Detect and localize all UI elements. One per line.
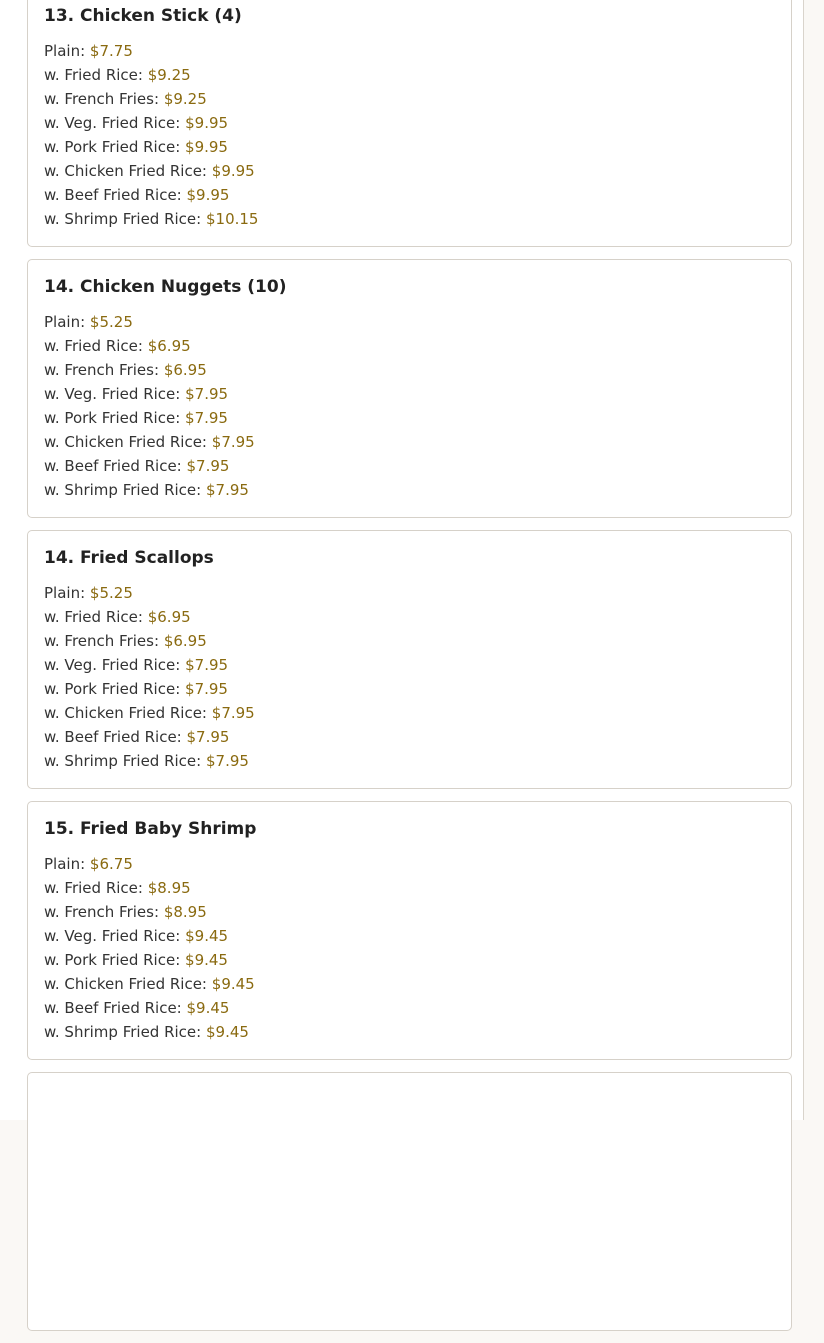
price-option-label: w. Chicken Fried Rice:: [44, 433, 207, 451]
price-option: [44, 605, 775, 629]
price-value: $9.45: [205, 1023, 249, 1041]
price-option-label: w. Fried Rice:: [44, 337, 143, 355]
price-option: [44, 63, 775, 87]
menu-item-title: 14. Chicken Nuggets (10): [44, 277, 287, 297]
price-option-label: w. Beef Fried Rice:: [44, 728, 182, 746]
menu-item-card: [27, 801, 792, 1060]
price-value: $7.75: [89, 42, 133, 60]
price-option-label: w. Veg. Fried Rice:: [44, 114, 181, 132]
price-option-label: w. Chicken Fried Rice:: [44, 975, 207, 993]
price-option: [44, 629, 775, 653]
price-value: $9.45: [185, 951, 228, 969]
price-option: [44, 948, 775, 972]
price-value: $6.95: [163, 632, 207, 650]
menu-item-card: [27, 530, 792, 789]
price-option: [44, 135, 775, 159]
price-value: $8.95: [147, 879, 191, 897]
price-option-label: w. Pork Fried Rice:: [44, 138, 181, 156]
price-value: $6.75: [89, 855, 133, 873]
price-option: [44, 996, 775, 1020]
price-option-label: w. Chicken Fried Rice:: [44, 704, 207, 722]
price-option: [44, 1020, 775, 1044]
price-value: $9.95: [186, 186, 230, 204]
price-option-label: w. Shrimp Fried Rice:: [44, 1023, 202, 1041]
price-option-label: Plain:: [44, 313, 86, 331]
price-option-label: w. Fried Rice:: [44, 608, 143, 626]
price-value: $5.25: [89, 313, 133, 331]
menu-item-card: [27, 259, 792, 518]
menu-item-title: 14. Fried Scallops: [44, 548, 214, 568]
price-option-label: w. Chicken Fried Rice:: [44, 162, 207, 180]
price-value: $6.95: [147, 337, 191, 355]
price-option: [44, 207, 775, 231]
price-option: [44, 677, 775, 701]
price-option-label: w. Beef Fried Rice:: [44, 186, 182, 204]
price-option: [44, 749, 775, 773]
price-option: [44, 159, 775, 183]
price-option-label: w. French Fries:: [44, 361, 160, 379]
price-option-label: Plain:: [44, 855, 86, 873]
price-value: $10.15: [205, 210, 259, 228]
price-value: $7.95: [185, 385, 229, 403]
price-option: [44, 701, 775, 725]
price-value: $9.95: [185, 114, 229, 132]
price-value: $7.95: [211, 433, 255, 451]
price-option: [44, 334, 775, 358]
price-option-label: w. Shrimp Fried Rice:: [44, 752, 202, 770]
price-option: [44, 39, 775, 63]
price-option: [44, 111, 775, 135]
price-option-label: w. Shrimp Fried Rice:: [44, 481, 202, 499]
price-value: $7.95: [185, 680, 228, 698]
menu-item-title: 15. Fried Baby Shrimp: [44, 819, 257, 839]
price-value: $5.25: [89, 584, 133, 602]
price-value: $9.25: [147, 66, 191, 84]
price-option-label: w. Pork Fried Rice:: [44, 680, 181, 698]
price-option: [44, 581, 775, 605]
price-option: [44, 382, 775, 406]
price-option-label: w. Beef Fried Rice:: [44, 999, 182, 1017]
menu-item-list: [27, 0, 792, 1343]
price-option: [44, 478, 775, 502]
menu-item-title: 13. Chicken Stick (4): [44, 6, 242, 26]
price-value: $7.95: [211, 704, 255, 722]
price-option-label: w. Veg. Fried Rice:: [44, 656, 181, 674]
price-value: $9.45: [211, 975, 255, 993]
price-option: [44, 310, 775, 334]
price-option: [44, 876, 775, 900]
price-option-label: w. French Fries:: [44, 632, 160, 650]
price-option: [44, 653, 775, 677]
price-option-label: w. Shrimp Fried Rice:: [44, 210, 202, 228]
price-option: [44, 183, 775, 207]
price-option-label: w. Veg. Fried Rice:: [44, 927, 181, 945]
price-option: [44, 725, 775, 749]
price-option: [44, 454, 775, 478]
price-option: [44, 430, 775, 454]
price-option-label: Plain:: [44, 42, 86, 60]
price-value: $7.95: [185, 656, 229, 674]
price-option: [44, 900, 775, 924]
price-value: $9.95: [185, 138, 228, 156]
price-value: $7.95: [185, 409, 228, 427]
price-option-label: w. Fried Rice:: [44, 879, 143, 897]
price-value: $9.45: [186, 999, 230, 1017]
price-value: $6.95: [163, 361, 207, 379]
price-option-label: w. French Fries:: [44, 903, 160, 921]
price-value: $9.25: [163, 90, 207, 108]
price-option-label: w. Fried Rice:: [44, 66, 143, 84]
menu-item-card: [27, 1072, 792, 1331]
price-option: [44, 406, 775, 430]
price-value: $8.95: [163, 903, 207, 921]
price-value: $9.45: [185, 927, 229, 945]
price-option: [44, 852, 775, 876]
price-value: $7.95: [205, 481, 249, 499]
price-value: $9.95: [211, 162, 255, 180]
price-value: $7.95: [186, 457, 230, 475]
price-option: [44, 924, 775, 948]
price-value: $6.95: [147, 608, 191, 626]
price-option-label: w. French Fries:: [44, 90, 160, 108]
price-option-label: w. Veg. Fried Rice:: [44, 385, 181, 403]
price-option-label: w. Pork Fried Rice:: [44, 409, 181, 427]
price-option: [44, 87, 775, 111]
price-option: [44, 972, 775, 996]
price-value: $7.95: [205, 752, 249, 770]
price-option: [44, 358, 775, 382]
price-option-label: Plain:: [44, 584, 86, 602]
price-option-label: w. Beef Fried Rice:: [44, 457, 182, 475]
price-value: $7.95: [186, 728, 230, 746]
menu-item-card: [27, 0, 792, 247]
price-option-label: w. Pork Fried Rice:: [44, 951, 181, 969]
